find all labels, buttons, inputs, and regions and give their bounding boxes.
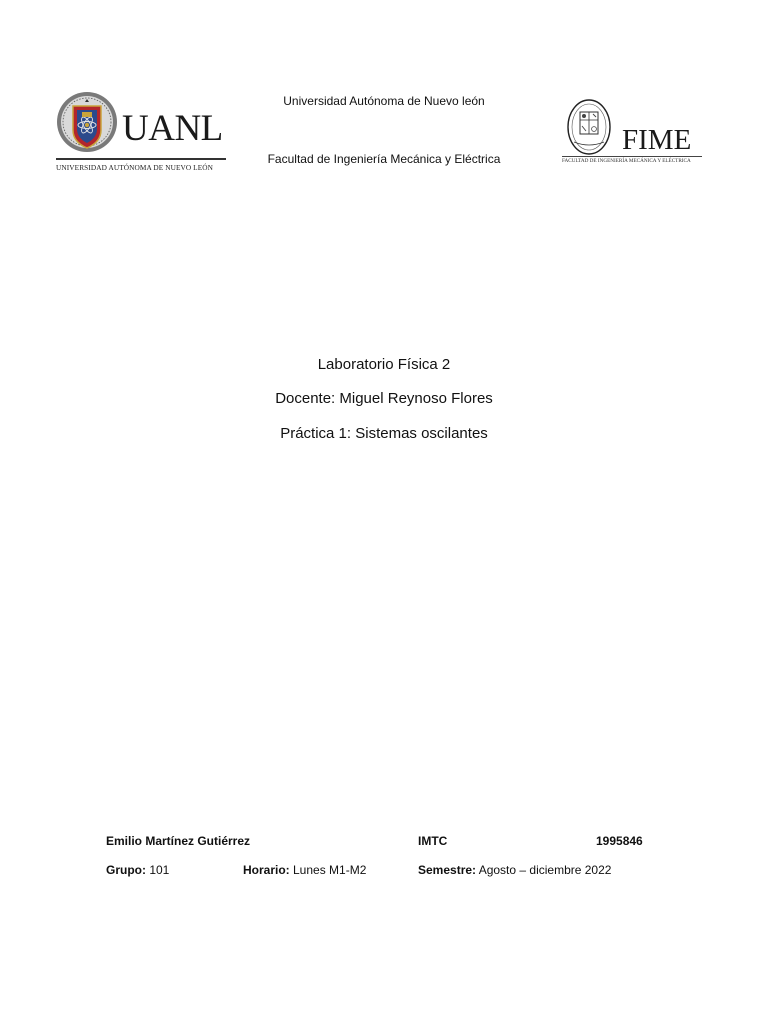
schedule-label: Horario: [243,863,290,877]
faculty-name: Facultad de Ingeniería Mecánica y Eléctrica [267,152,501,166]
schedule-value: Lunes M1-M2 [289,863,367,877]
semester-info [418,863,611,877]
student-name [106,834,250,848]
student-name-value: Emilio Martínez Gutiérrez [106,834,251,848]
group-info [106,863,169,877]
uanl-wordmark: UANL [122,108,223,149]
career-code-value: IMTC [418,834,448,848]
fime-logo-divider [562,156,702,157]
schedule-info [243,863,366,877]
teacher-line: Docente: Miguel Reynoso Flores [275,390,493,407]
fime-wordmark: FIME [622,124,692,156]
group-value: 101 [146,863,170,877]
semester-value: Agosto – diciembre 2022 [476,863,612,877]
semester-label: Semestre: [418,863,477,877]
fime-tagline: FACULTAD DE INGENIERÍA MECÁNICA Y ELÉCTRICA [562,158,691,164]
fime-logo [560,96,706,170]
uanl-tagline: UNIVERSIDAD AUTÓNOMA DE NUEVO LEÓN [56,163,214,172]
fime-crest-icon [566,98,612,156]
lab-title: Laboratorio Física 2 [317,356,451,373]
university-name: Universidad Autónoma de Nuevo león [283,94,485,108]
career-code [418,834,447,848]
student-id [596,834,643,848]
practice-title: Práctica 1: Sistemas oscilantes [280,425,488,442]
group-label: Grupo: [106,863,146,877]
student-id-value: 1995846 [596,834,643,848]
